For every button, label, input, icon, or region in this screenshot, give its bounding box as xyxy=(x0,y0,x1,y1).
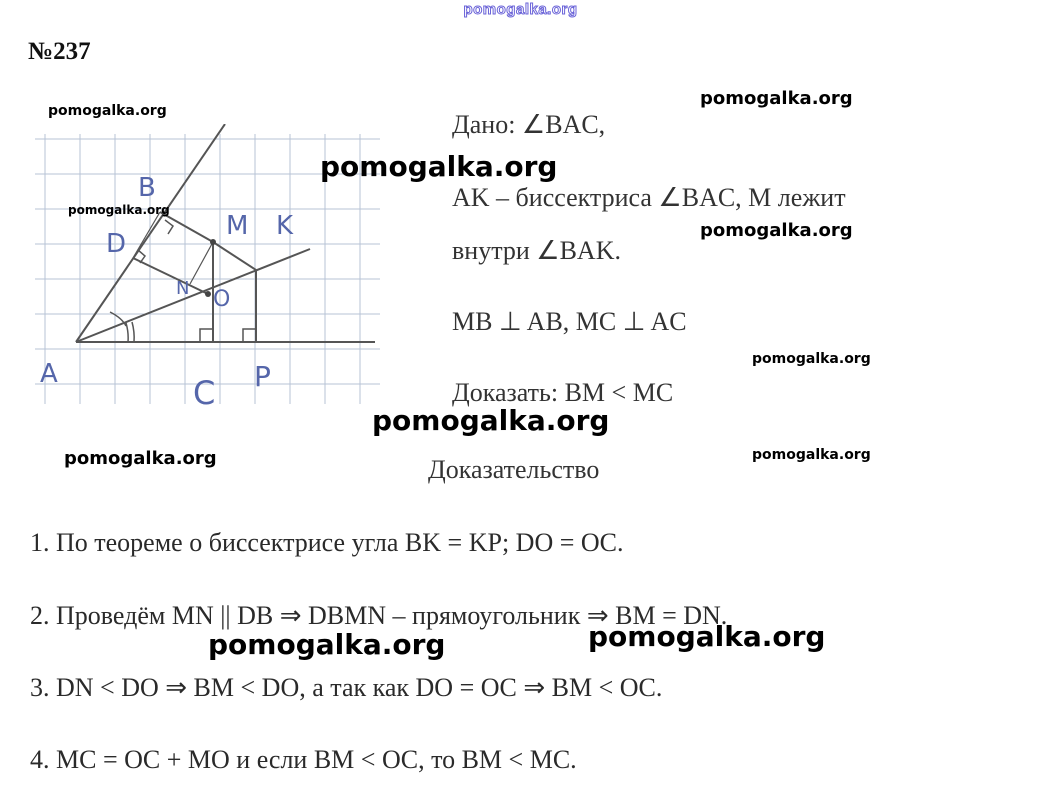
given-line-4: MB ⊥ AB, MC ⊥ AC xyxy=(452,307,687,336)
proof-step-1: 1. По теореме о биссектрисе угла BK = KP; DO = OC. xyxy=(30,528,624,557)
watermark: pomogalka.org xyxy=(700,220,853,241)
label-a: A xyxy=(40,359,58,389)
watermark: pomogalka.org xyxy=(68,203,170,217)
watermark: pomogalka.org xyxy=(372,404,610,437)
given-line-3: внутри ∠BAK. xyxy=(452,236,621,265)
watermark: pomogalka.org xyxy=(320,150,558,183)
label-n: N xyxy=(176,278,190,299)
label-b: B xyxy=(138,173,156,203)
watermark: pomogalka.org xyxy=(208,628,446,661)
watermark: pomogalka.org xyxy=(752,447,871,463)
proof-step-3: 3. DN < DO ⇒ BM < DO, а так как DO = OC ⇒ BM < OC. xyxy=(30,673,663,702)
label-c: C xyxy=(193,374,216,412)
label-o: O xyxy=(213,287,231,312)
label-k: K xyxy=(276,211,294,241)
segment-bd xyxy=(133,212,160,258)
watermark: pomogalka.org xyxy=(752,351,871,367)
site-header[interactable]: pomogalka.org xyxy=(463,1,578,18)
point-m xyxy=(210,239,216,245)
watermark: pomogalka.org xyxy=(700,88,853,109)
given-line-1: Дано: ∠BAC, xyxy=(452,110,606,139)
segment-mn xyxy=(190,242,213,284)
proof-step-4: 4. MC = OC + MO и если BM < OC, то BM < MC. xyxy=(30,745,577,774)
label-p: P xyxy=(254,360,271,393)
watermark: pomogalka.org xyxy=(588,620,826,653)
segment-mk xyxy=(213,242,256,270)
segment-do xyxy=(133,258,208,294)
proof-step-2: 2. Проведём MN || DB ⇒ DBMN – прямоугольник ⇒ BM = DN. xyxy=(30,601,728,630)
watermark: pomogalka.org xyxy=(48,103,167,119)
problem-number: №237 xyxy=(28,38,91,65)
given-line-5: Доказать: BM < MC xyxy=(452,378,674,407)
label-d: D xyxy=(106,229,127,259)
watermark: pomogalka.org xyxy=(64,448,217,469)
point-o xyxy=(205,291,211,297)
bisector-ak xyxy=(76,249,310,342)
given-line-2: AK – биссектриса ∠BAC, M лежит xyxy=(452,183,846,212)
proof-title: Доказательство xyxy=(428,455,600,484)
label-m: M xyxy=(226,211,249,241)
